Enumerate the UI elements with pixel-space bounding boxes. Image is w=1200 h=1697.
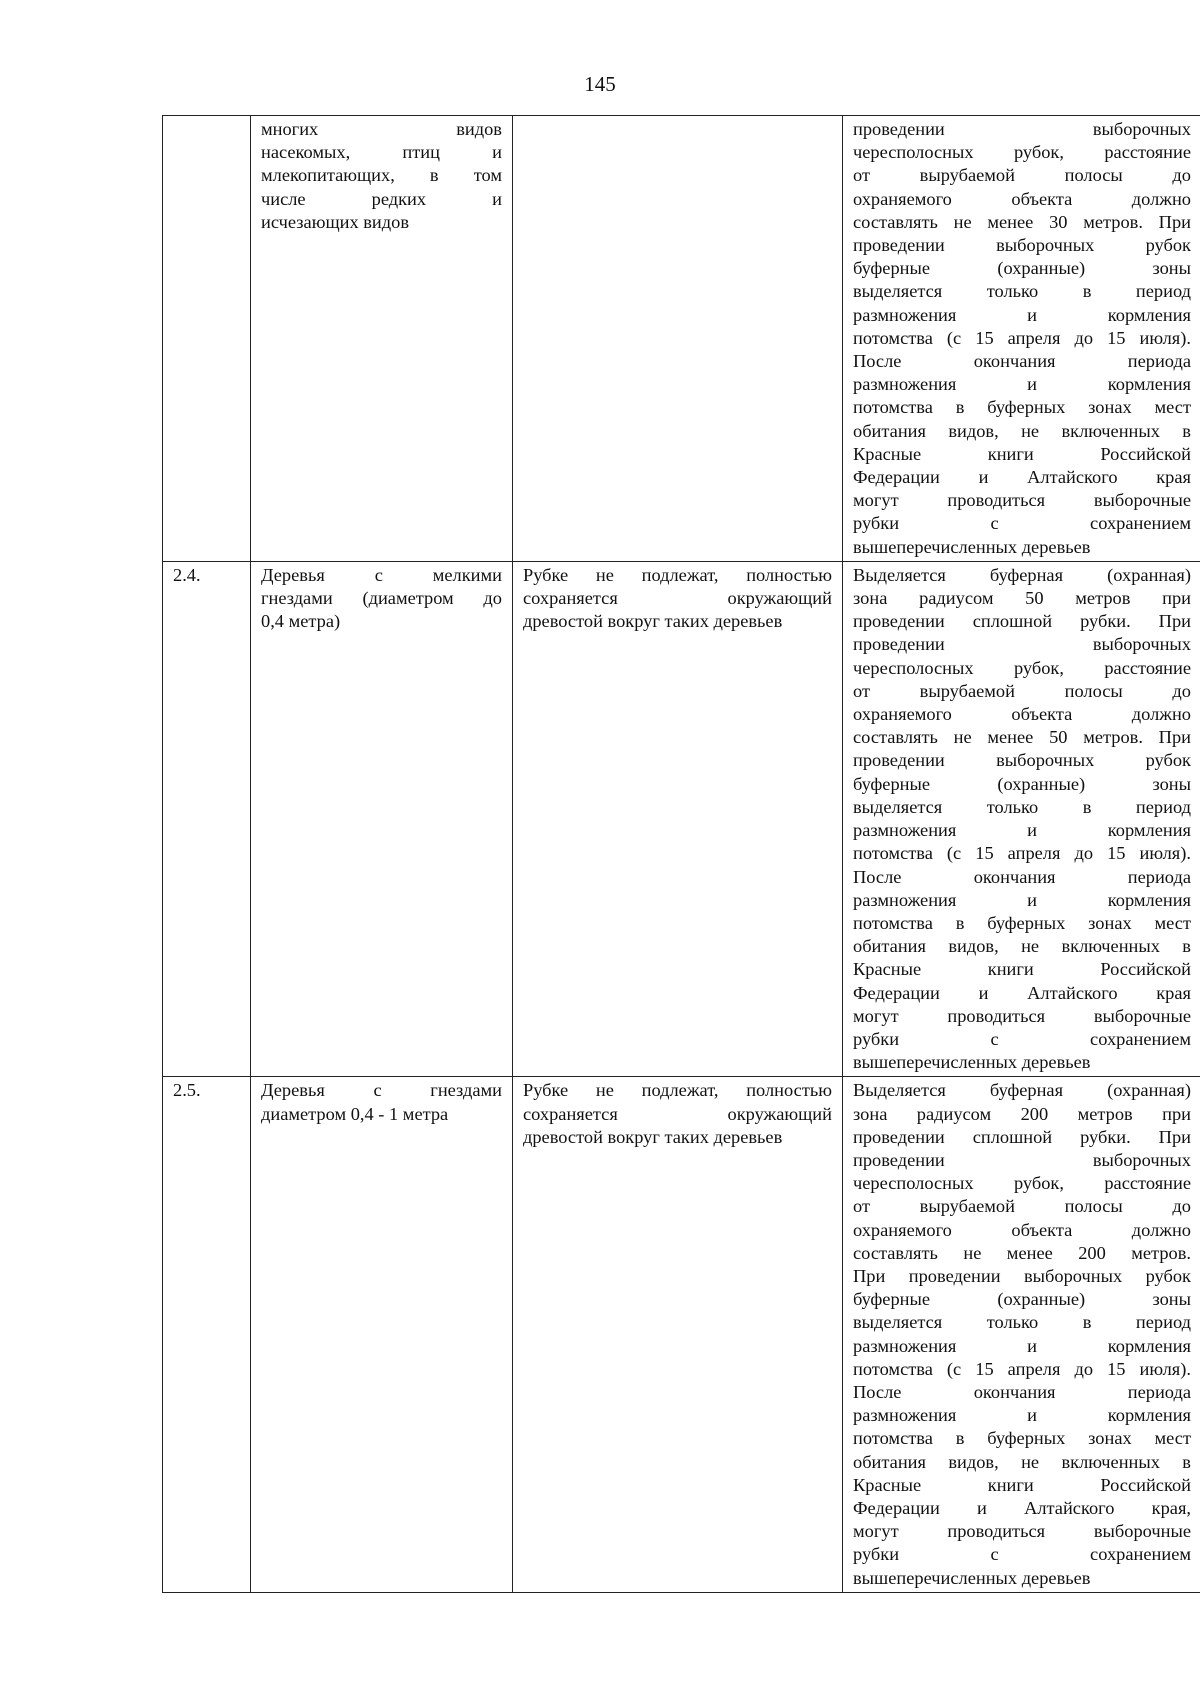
rule-cell [513, 1077, 843, 1592]
table-row [163, 1077, 1200, 1592]
row-number-cell [163, 1077, 251, 1592]
zone-text-line: могут проводиться выборочные [853, 490, 1191, 511]
zone-text-line: чересполосных рубок, расстояние [853, 657, 1191, 678]
zone-text-line: вышеперечисленных деревьев [853, 1052, 1091, 1073]
zone-text-line: выделяется только в период [853, 281, 1191, 302]
zone-text-line: Выделяется буферная (охранная) [853, 564, 1191, 585]
object-text-line: Деревья с гнездами [261, 1080, 502, 1101]
object-cell [251, 561, 513, 1076]
zone-text-line: охраняемого объекта должно [853, 1219, 1191, 1240]
object-text-line: млекопитающих, в том [261, 165, 502, 186]
rule-text-line: Рубке не подлежат, полностью [523, 1080, 832, 1101]
zone-text-line: потомства (с 15 апреля до 15 июля). [853, 843, 1191, 864]
zone-text-line: рубки с сохранением [853, 1544, 1191, 1565]
zone-text-line: Федерации и Алтайского края [853, 982, 1191, 1003]
zone-text-line: буферные (охранные) зоны [853, 1289, 1191, 1310]
row-number: 2.4. [173, 564, 201, 585]
protection-zones-table [162, 115, 1200, 1593]
row-number-cell [163, 561, 251, 1076]
zone-text-line: проведении выборочных рубок [853, 750, 1191, 771]
zone-text-line: размножения и кормления [853, 374, 1191, 395]
zone-text-line: чересполосных рубок, расстояние [853, 142, 1191, 163]
zone-text-line: составлять не менее 30 метров. При [853, 211, 1191, 232]
rule-text-line: сохраняется окружающий [523, 588, 832, 609]
zone-text-line: вышеперечисленных деревьев [853, 536, 1091, 557]
zone-text-line: обитания видов, не включенных в [853, 420, 1191, 441]
rule-text-line: сохраняется окружающий [523, 1103, 832, 1124]
table-row [163, 561, 1200, 1076]
zone-text-line: от вырубаемой полосы до [853, 680, 1191, 701]
rule-cell [513, 561, 843, 1076]
rule-text-line: древостой вокруг таких деревьев [523, 611, 783, 632]
row-number-cell [163, 116, 251, 562]
zone-text-line: потомства в буферных зонах мест [853, 1428, 1191, 1449]
zone-text-line: охраняемого объекта должно [853, 188, 1191, 209]
zone-text-line: составлять не менее 200 метров. [853, 1242, 1191, 1263]
zone-text-line: могут проводиться выборочные [853, 1005, 1191, 1026]
table-row [163, 116, 1200, 562]
zone-text-line: Федерации и Алтайского края [853, 467, 1191, 488]
zone-text-line: потомства (с 15 апреля до 15 июля). [853, 327, 1191, 348]
zone-text-line: проведении выборочных рубок [853, 235, 1191, 256]
zone-text-line: чересполосных рубок, расстояние [853, 1173, 1191, 1194]
object-cell [251, 116, 513, 562]
zone-text-line: После окончания периода [853, 1381, 1191, 1402]
table-body [163, 116, 1200, 1593]
object-text-line: диаметром 0,4 - 1 метра [261, 1103, 449, 1124]
zone-text-line: буферные (охранные) зоны [853, 258, 1191, 279]
zone-text-line: потомства в буферных зонах мест [853, 397, 1191, 418]
zone-text-line: Красные книги Российской [853, 443, 1191, 464]
zone-text-line: могут проводиться выборочные [853, 1521, 1191, 1542]
zone-text-line: обитания видов, не включенных в [853, 1451, 1191, 1472]
zone-text-line: зона радиусом 200 метров при [853, 1103, 1191, 1124]
object-text-line: Деревья с мелкими [261, 564, 502, 585]
object-text-line: исчезающих видов [261, 211, 409, 232]
zone-text-line: проведении выборочных [853, 1149, 1191, 1170]
zone-text-line: от вырубаемой полосы до [853, 1196, 1191, 1217]
object-cell [251, 1077, 513, 1592]
row-number: 2.5. [173, 1080, 201, 1101]
zone-text-line: Федерации и Алтайского края, [853, 1497, 1191, 1518]
zone-text-line: проведении выборочных [853, 634, 1191, 655]
zone-text-line: выделяется только в период [853, 1312, 1191, 1333]
zone-text-line: потомства в буферных зонах мест [853, 912, 1191, 933]
zone-text-line: охраняемого объекта должно [853, 704, 1191, 725]
zone-text-line: выделяется только в период [853, 796, 1191, 817]
zone-text-line: от вырубаемой полосы до [853, 165, 1191, 186]
zone-text-line: размножения и кормления [853, 820, 1191, 841]
zone-text-line: При проведении выборочных рубок [853, 1265, 1191, 1286]
object-text-line: 0,4 метра) [261, 611, 341, 632]
zone-cell [843, 561, 1200, 1076]
zone-text-line: составлять не менее 50 метров. При [853, 727, 1191, 748]
zone-text-line: проведении выборочных [853, 119, 1191, 139]
zone-text-line: Красные книги Российской [853, 1474, 1191, 1495]
zone-text-line: проведении сплошной рубки. При [853, 611, 1191, 632]
zone-cell [843, 1077, 1200, 1592]
zone-text-line: вышеперечисленных деревьев [853, 1567, 1091, 1588]
zone-text-line: После окончания периода [853, 351, 1191, 372]
object-text-line: числе редких и [261, 188, 502, 209]
zone-text-line: буферные (охранные) зоны [853, 773, 1191, 794]
zone-text-line: размножения и кормления [853, 1335, 1191, 1356]
object-text-line: насекомых, птиц и [261, 142, 502, 163]
page-number: 145 [584, 72, 616, 96]
rule-text-line: древостой вокруг таких деревьев [523, 1126, 783, 1147]
zone-text-line: проведении сплошной рубки. При [853, 1126, 1191, 1147]
zone-text-line: зона радиусом 50 метров при [853, 588, 1191, 609]
zone-text-line: рубки с сохранением [853, 513, 1191, 534]
zone-text-line: размножения и кормления [853, 889, 1191, 910]
zone-cell [843, 116, 1200, 562]
zone-text-line: Выделяется буферная (охранная) [853, 1080, 1191, 1101]
object-text-line: многих видов [261, 119, 502, 139]
zone-text-line: рубки с сохранением [853, 1028, 1191, 1049]
zone-text-line: После окончания периода [853, 866, 1191, 887]
zone-text-line: размножения и кормления [853, 304, 1191, 325]
zone-text-line: Красные книги Российской [853, 959, 1191, 980]
zone-text-line: размножения и кормления [853, 1405, 1191, 1426]
zone-text-line: обитания видов, не включенных в [853, 936, 1191, 957]
rule-cell [513, 116, 843, 562]
rule-text-line: Рубке не подлежат, полностью [523, 564, 832, 585]
object-text-line: гнездами (диаметром до [261, 588, 502, 609]
zone-text-line: потомства (с 15 апреля до 15 июля). [853, 1358, 1191, 1379]
